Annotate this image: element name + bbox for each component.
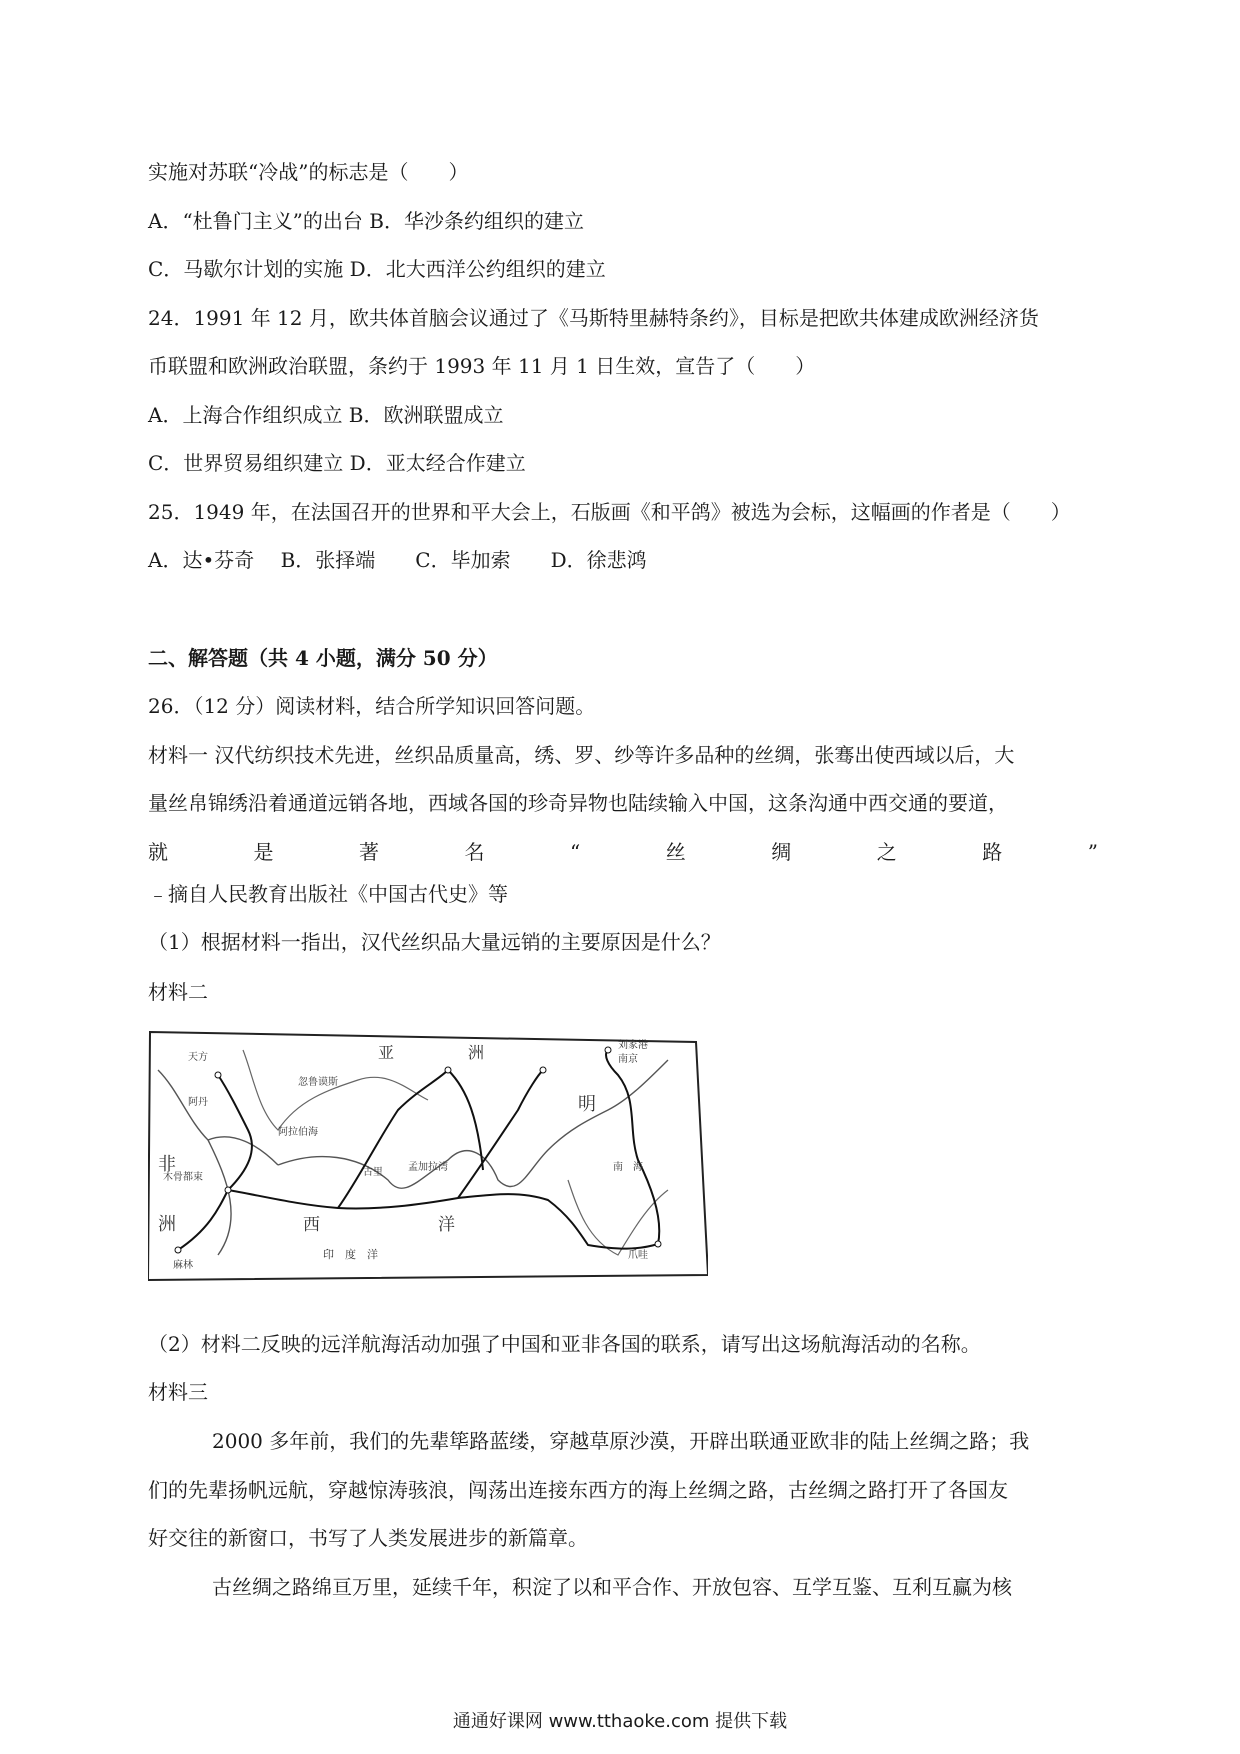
material3-p1-line2: 们的先辈扬帆远航，穿越惊涛骇浪，闯荡出连接东西方的海上丝绸之路，古丝绸之路打开了各国友 [148,1478,1008,1502]
material1-source: ﹣摘自人民教育出版社《中国古代史》等 [148,882,508,906]
material2-label: 材料二 [148,980,208,1004]
m1-char: 路 [982,840,1003,864]
m1-char: 是 [253,840,274,864]
material3-p1-line1: 2000 多年前，我们的先辈筚路蓝缕，穿越草原沙漠，开辟出联通亚欧非的陆上丝绸之路；我 [212,1429,1030,1453]
q24-options-cd: C．世界贸易组织建立 D．亚太经合作建立 [148,451,526,475]
material1-line3 [148,838,1098,866]
material3-label: 材料三 [148,1380,208,1404]
m1-char: 之 [876,840,897,864]
coastline-southeast [568,1180,668,1255]
map-figure [148,1030,708,1285]
map-label-hormuz: 忽鲁谟斯 [298,1077,338,1088]
port-marker [605,1047,611,1053]
m1-char: 绸 [771,840,792,864]
q23-options-cd: C．马歇尔计划的实施 D．北大西洋公约组织的建立 [148,257,606,281]
port-marker [540,1067,546,1073]
q24-stem-line1: 24．1991 年 12 月，欧共体首脑会议通过了《马斯特里赫特条约》，目标是把欧共体建成欧洲经济货 [148,306,1039,330]
map-label-arabia: 阿拉伯海 [278,1127,318,1138]
q25-options: A．达•芬奇 B．张择端 C．毕加索 D．徐悲鸿 [148,548,647,572]
m1-char: 名 [464,840,485,864]
map-label-liujiagang: 刘家港 [618,1040,648,1051]
q26-subquestion-2: （2）材料二反映的远洋航海活动加强了中国和亚非各国的联系，请写出这场航海活动的名称。 [148,1332,981,1356]
map-label-aden: 阿丹 [188,1097,208,1108]
map-label-indian-ocean: 印 度 洋 [323,1248,378,1261]
map-label-calicut: 古里 [363,1167,383,1178]
map-label-jidda: 天方 [188,1052,208,1063]
map-label-west: 西 [303,1215,320,1235]
map-label-south-sea: 南 海 [613,1162,643,1173]
material1-line1: 材料一 汉代纺织技术先进，丝织品质量高，绣、罗、纱等许多品种的丝绸，张骞出使西域以后，大 [148,743,1015,767]
zheng-he-voyage-map [148,1030,708,1285]
map-frame [148,1032,708,1280]
map-label-bengal: 孟加拉湾 [408,1162,448,1173]
q23-stem: 实施对苏联“冷战”的标志是（ ） [148,160,469,184]
page-footer: 通通好课网 www.tthaoke.com 提供下载 [452,1711,788,1732]
q24-options-ab: A．上海合作组织成立 B．欧洲联盟成立 [148,403,504,427]
coastline-north [243,1050,428,1130]
map-label-malindi: 麻林 [173,1260,193,1271]
map-label-ocean: 洋 [438,1215,455,1235]
material3-p1-line3: 好交往的新窗口，书写了人类发展进步的新篇章。 [148,1526,588,1550]
coastline [158,1060,668,1255]
q23-options-ab: A．“杜鲁门主义”的出台 B．华沙条约组织的建立 [148,209,584,233]
map-label-nanjing: 南京 [618,1054,638,1065]
section-heading: 二、解答题（共 4 小题，满分 50 分） [148,646,498,670]
port-marker [225,1187,231,1193]
port-marker [175,1247,181,1253]
map-label-asia-1: 亚 [378,1043,395,1062]
m1-char: 就 [148,840,168,864]
q25-stem: 25．1949 年，在法国召开的世界和平大会上，石版画《和平鸽》被选为会标，这幅画的作者是（ ） [148,500,1071,524]
m1-char: “ [570,840,581,864]
q26-intro: 26．（12 分）阅读材料，结合所学知识回答问题。 [148,694,596,718]
map-label-ming: 明 [578,1094,596,1115]
map-label-java: 爪哇 [628,1250,648,1261]
voyage-route [178,1050,659,1250]
port-marker [655,1241,661,1247]
port-marker [445,1067,451,1073]
m1-char: 丝 [665,840,686,864]
map-label-africa-1: 非 [158,1154,176,1175]
material1-line2: 量丝帛锦绣沿着通道远销各地，西域各国的珍奇异物也陆续输入中国，这条沟通中西交通的要道， [148,791,1008,815]
q24-stem-line2: 币联盟和欧洲政治联盟，条约于 1993 年 11 月 1 日生效，宣告了（ ） [148,354,816,378]
m1-char: 著 [359,840,379,864]
port-marker [215,1072,221,1078]
m1-char: ” [1087,840,1098,864]
map-label-asia-2: 洲 [468,1043,485,1062]
material3-p2-line1: 古丝绸之路绵亘万里，延续千年，积淀了以和平合作、开放包容、互学互鉴、互利互赢为核 [212,1575,1012,1599]
map-label-africa-2: 洲 [158,1214,176,1235]
q26-subquestion-1: （1）根据材料一指出，汉代丝织品大量远销的主要原因是什么？ [148,930,721,954]
map-label-mogadishu: 木骨都束 [163,1172,203,1183]
